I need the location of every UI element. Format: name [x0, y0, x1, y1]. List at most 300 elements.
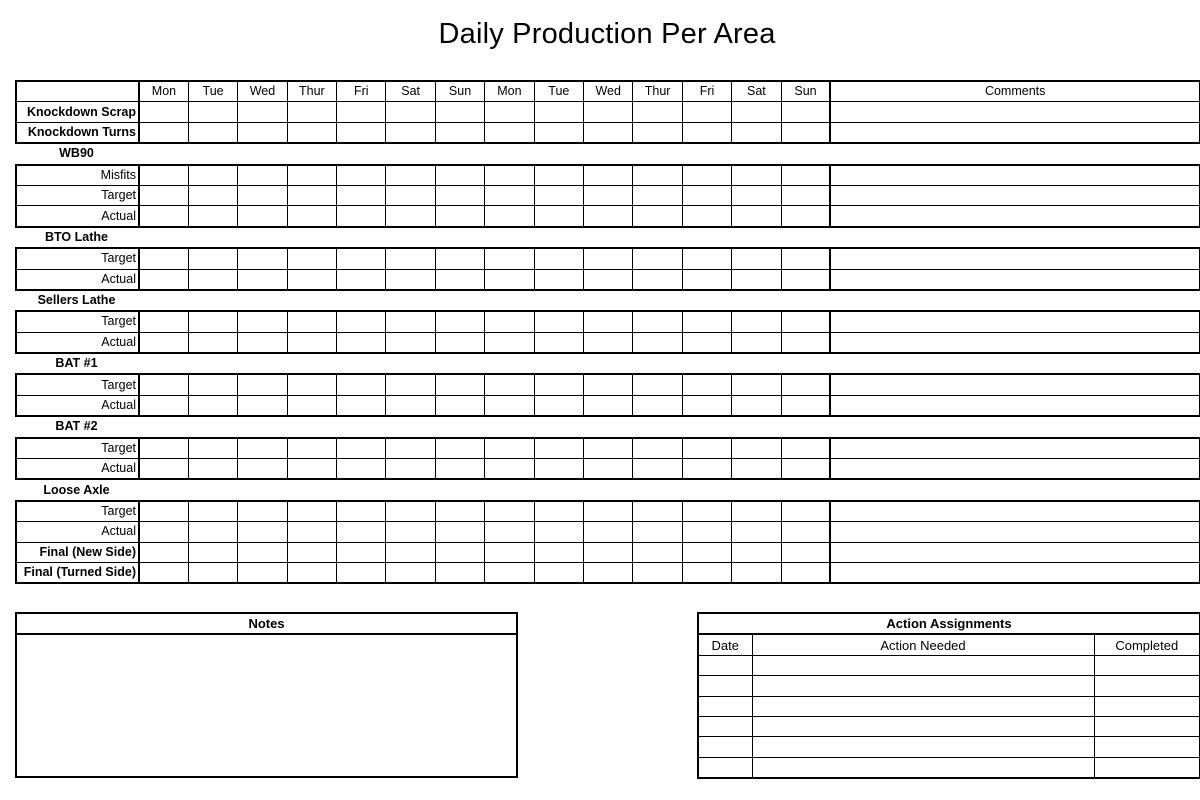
day-entry-cell[interactable]	[238, 522, 287, 542]
day-entry-cell[interactable]	[732, 374, 781, 395]
day-entry-cell[interactable]	[435, 501, 484, 522]
day-entry-cell[interactable]	[287, 374, 336, 395]
day-entry-cell[interactable]	[534, 459, 583, 480]
action-assignments-table	[697, 612, 1200, 779]
day-entry-cell[interactable]	[238, 122, 287, 143]
day-header: Fri	[337, 81, 386, 102]
comment-cell[interactable]	[830, 248, 1199, 269]
day-entry-cell[interactable]	[139, 102, 188, 122]
day-entry-cell[interactable]	[682, 522, 731, 542]
day-entry-cell[interactable]	[139, 248, 188, 269]
day-entry-cell[interactable]	[633, 438, 682, 459]
section-spacer	[139, 479, 1200, 500]
day-entry-cell[interactable]	[732, 332, 781, 353]
day-entry-cell[interactable]	[485, 395, 534, 416]
day-header: Thur	[287, 81, 336, 102]
day-entry-cell[interactable]	[287, 122, 336, 143]
day-entry-cell[interactable]	[781, 269, 830, 290]
comment-cell[interactable]	[830, 102, 1199, 122]
day-entry-cell[interactable]	[287, 185, 336, 205]
action-needed-cell[interactable]	[752, 737, 1094, 757]
day-entry-cell[interactable]	[633, 248, 682, 269]
day-entry-cell[interactable]	[534, 102, 583, 122]
day-entry-cell[interactable]	[435, 542, 484, 562]
day-entry-cell[interactable]	[485, 501, 534, 522]
comment-cell[interactable]	[830, 562, 1199, 583]
day-entry-cell[interactable]	[633, 562, 682, 583]
comment-cell[interactable]	[830, 206, 1199, 227]
day-entry-cell[interactable]	[584, 332, 633, 353]
day-entry-cell[interactable]	[584, 395, 633, 416]
table-row	[16, 562, 1200, 583]
day-entry-cell[interactable]	[781, 311, 830, 332]
day-entry-cell[interactable]	[238, 562, 287, 583]
action-date-cell[interactable]	[698, 757, 752, 778]
day-entry-cell[interactable]	[732, 459, 781, 480]
day-entry-cell[interactable]	[188, 501, 237, 522]
day-entry-cell[interactable]	[633, 395, 682, 416]
day-entry-cell[interactable]	[633, 374, 682, 395]
day-entry-cell[interactable]	[732, 102, 781, 122]
day-entry-cell[interactable]	[287, 501, 336, 522]
day-entry-cell[interactable]	[584, 438, 633, 459]
day-entry-cell[interactable]	[682, 206, 731, 227]
action-needed-column-header: Action Needed	[752, 634, 1094, 655]
day-header: Sun	[781, 81, 830, 102]
row-label: Knockdown Scrap	[16, 102, 139, 122]
day-entry-cell[interactable]	[732, 122, 781, 143]
day-entry-cell[interactable]	[534, 438, 583, 459]
day-entry-cell[interactable]	[781, 102, 830, 122]
day-entry-cell[interactable]	[633, 459, 682, 480]
day-entry-cell[interactable]	[485, 269, 534, 290]
day-entry-cell[interactable]	[287, 102, 336, 122]
day-header: Sat	[732, 81, 781, 102]
day-entry-cell[interactable]	[534, 374, 583, 395]
day-entry-cell[interactable]	[485, 185, 534, 205]
day-entry-cell[interactable]	[781, 206, 830, 227]
day-entry-cell[interactable]	[139, 311, 188, 332]
day-entry-cell[interactable]	[781, 395, 830, 416]
day-entry-cell[interactable]	[485, 332, 534, 353]
action-completed-cell[interactable]	[1094, 737, 1200, 757]
day-entry-cell[interactable]	[337, 122, 386, 143]
day-entry-cell[interactable]	[139, 459, 188, 480]
day-entry-cell[interactable]	[682, 562, 731, 583]
day-entry-cell[interactable]	[139, 122, 188, 143]
day-entry-cell[interactable]	[337, 562, 386, 583]
day-entry-cell[interactable]	[633, 165, 682, 186]
action-completed-cell[interactable]	[1094, 716, 1200, 736]
day-entry-cell[interactable]	[139, 206, 188, 227]
table-row	[16, 206, 1200, 227]
action-completed-cell[interactable]	[1094, 757, 1200, 778]
day-entry-cell[interactable]	[386, 185, 435, 205]
day-entry-cell[interactable]	[435, 522, 484, 542]
day-entry-cell[interactable]	[485, 374, 534, 395]
day-entry-cell[interactable]	[188, 542, 237, 562]
day-entry-cell[interactable]	[584, 102, 633, 122]
day-entry-cell[interactable]	[485, 122, 534, 143]
day-header: Sat	[386, 81, 435, 102]
day-entry-cell[interactable]	[386, 165, 435, 186]
day-entry-cell[interactable]	[534, 269, 583, 290]
day-entry-cell[interactable]	[584, 374, 633, 395]
day-entry-cell[interactable]	[682, 122, 731, 143]
day-entry-cell[interactable]	[386, 311, 435, 332]
day-entry-cell[interactable]	[337, 102, 386, 122]
day-entry-cell[interactable]	[386, 501, 435, 522]
day-entry-cell[interactable]	[337, 248, 386, 269]
day-entry-cell[interactable]	[781, 522, 830, 542]
day-entry-cell[interactable]	[139, 269, 188, 290]
day-entry-cell[interactable]	[534, 562, 583, 583]
day-entry-cell[interactable]	[534, 206, 583, 227]
day-entry-cell[interactable]	[435, 122, 484, 143]
day-entry-cell[interactable]	[386, 102, 435, 122]
day-entry-cell[interactable]	[188, 395, 237, 416]
notes-area[interactable]	[17, 635, 516, 776]
day-header: Sun	[435, 81, 484, 102]
day-entry-cell[interactable]	[732, 501, 781, 522]
day-entry-cell[interactable]	[188, 374, 237, 395]
day-entry-cell[interactable]	[732, 165, 781, 186]
table-row	[16, 248, 1200, 269]
day-entry-cell[interactable]	[732, 311, 781, 332]
day-entry-cell[interactable]	[781, 248, 830, 269]
day-entry-cell[interactable]	[287, 395, 336, 416]
day-entry-cell[interactable]	[287, 459, 336, 480]
day-entry-cell[interactable]	[732, 248, 781, 269]
day-entry-cell[interactable]	[781, 165, 830, 186]
day-entry-cell[interactable]	[435, 185, 484, 205]
day-entry-cell[interactable]	[633, 269, 682, 290]
action-columns-row	[698, 634, 1200, 655]
day-entry-cell[interactable]	[682, 248, 731, 269]
day-entry-cell[interactable]	[238, 542, 287, 562]
day-entry-cell[interactable]	[584, 459, 633, 480]
day-entry-cell[interactable]	[238, 185, 287, 205]
day-entry-cell[interactable]	[287, 206, 336, 227]
day-entry-cell[interactable]	[781, 332, 830, 353]
action-date-cell[interactable]	[698, 655, 752, 675]
day-entry-cell[interactable]	[633, 206, 682, 227]
day-entry-cell[interactable]	[534, 122, 583, 143]
day-entry-cell[interactable]	[386, 522, 435, 542]
day-entry-cell[interactable]	[781, 562, 830, 583]
day-entry-cell[interactable]	[435, 332, 484, 353]
day-entry-cell[interactable]	[633, 501, 682, 522]
day-entry-cell[interactable]	[287, 269, 336, 290]
comment-cell[interactable]	[830, 185, 1199, 205]
day-entry-cell[interactable]	[732, 206, 781, 227]
day-entry-cell[interactable]	[534, 542, 583, 562]
comment-cell[interactable]	[830, 438, 1199, 459]
comment-cell[interactable]	[830, 522, 1199, 542]
day-entry-cell[interactable]	[337, 438, 386, 459]
day-entry-cell[interactable]	[287, 165, 336, 186]
day-entry-cell[interactable]	[139, 374, 188, 395]
table-row	[16, 165, 1200, 186]
day-entry-cell[interactable]	[238, 206, 287, 227]
day-entry-cell[interactable]	[238, 311, 287, 332]
day-entry-cell[interactable]	[781, 459, 830, 480]
day-entry-cell[interactable]	[238, 332, 287, 353]
day-entry-cell[interactable]	[435, 248, 484, 269]
day-entry-cell[interactable]	[139, 438, 188, 459]
row-label: Misfits	[16, 165, 139, 186]
day-entry-cell[interactable]	[188, 311, 237, 332]
comment-cell[interactable]	[830, 459, 1199, 480]
action-needed-cell[interactable]	[752, 676, 1094, 696]
day-entry-cell[interactable]	[781, 501, 830, 522]
day-entry-cell[interactable]	[386, 206, 435, 227]
row-label: Actual	[16, 395, 139, 416]
day-entry-cell[interactable]	[781, 374, 830, 395]
day-entry-cell[interactable]	[534, 248, 583, 269]
day-entry-cell[interactable]	[188, 459, 237, 480]
day-entry-cell[interactable]	[584, 522, 633, 542]
day-entry-cell[interactable]	[386, 542, 435, 562]
day-entry-cell[interactable]	[337, 269, 386, 290]
day-entry-cell[interactable]	[435, 311, 484, 332]
day-entry-cell[interactable]	[386, 332, 435, 353]
action-date-cell[interactable]	[698, 737, 752, 757]
day-entry-cell[interactable]	[238, 248, 287, 269]
day-entry-cell[interactable]	[485, 248, 534, 269]
day-entry-cell[interactable]	[732, 269, 781, 290]
day-entry-cell[interactable]	[386, 562, 435, 583]
day-entry-cell[interactable]	[485, 165, 534, 186]
day-entry-cell[interactable]	[633, 311, 682, 332]
day-entry-cell[interactable]	[337, 501, 386, 522]
day-entry-cell[interactable]	[732, 395, 781, 416]
day-entry-cell[interactable]	[682, 542, 731, 562]
day-entry-cell[interactable]	[139, 185, 188, 205]
action-date-cell[interactable]	[698, 676, 752, 696]
day-entry-cell[interactable]	[386, 438, 435, 459]
day-entry-cell[interactable]	[732, 562, 781, 583]
comment-cell[interactable]	[830, 501, 1199, 522]
day-entry-cell[interactable]	[188, 248, 237, 269]
day-entry-cell[interactable]	[386, 459, 435, 480]
row-label: Final (Turned Side)	[16, 562, 139, 583]
action-date-cell[interactable]	[698, 696, 752, 716]
day-entry-cell[interactable]	[139, 501, 188, 522]
day-entry-cell[interactable]	[386, 395, 435, 416]
day-entry-cell[interactable]	[682, 269, 731, 290]
day-entry-cell[interactable]	[534, 165, 583, 186]
row-label: Knockdown Turns	[16, 122, 139, 143]
day-entry-cell[interactable]	[188, 438, 237, 459]
day-entry-cell[interactable]	[633, 185, 682, 205]
day-entry-cell[interactable]	[386, 269, 435, 290]
day-entry-cell[interactable]	[188, 206, 237, 227]
day-entry-cell[interactable]	[781, 542, 830, 562]
day-entry-cell[interactable]	[485, 459, 534, 480]
date-column-header: Date	[698, 634, 752, 655]
day-entry-cell[interactable]	[287, 542, 336, 562]
day-entry-cell[interactable]	[287, 332, 336, 353]
comment-cell[interactable]	[830, 311, 1199, 332]
day-entry-cell[interactable]	[337, 206, 386, 227]
comment-cell[interactable]	[830, 374, 1199, 395]
day-entry-cell[interactable]	[435, 562, 484, 583]
day-entry-cell[interactable]	[139, 542, 188, 562]
day-entry-cell[interactable]	[287, 311, 336, 332]
action-date-cell[interactable]	[698, 716, 752, 736]
section-label: WB90	[16, 143, 139, 164]
day-entry-cell[interactable]	[633, 122, 682, 143]
day-entry-cell[interactable]	[337, 332, 386, 353]
day-entry-cell[interactable]	[139, 562, 188, 583]
day-entry-cell[interactable]	[534, 501, 583, 522]
day-entry-cell[interactable]	[584, 311, 633, 332]
day-entry-cell[interactable]	[584, 248, 633, 269]
day-entry-cell[interactable]	[584, 185, 633, 205]
day-entry-cell[interactable]	[485, 542, 534, 562]
day-entry-cell[interactable]	[139, 522, 188, 542]
day-entry-cell[interactable]	[287, 522, 336, 542]
day-entry-cell[interactable]	[188, 165, 237, 186]
action-needed-cell[interactable]	[752, 716, 1094, 736]
day-entry-cell[interactable]	[633, 522, 682, 542]
action-needed-cell[interactable]	[752, 655, 1094, 675]
day-entry-cell[interactable]	[287, 248, 336, 269]
day-entry-cell[interactable]	[584, 501, 633, 522]
day-entry-cell[interactable]	[386, 374, 435, 395]
day-entry-cell[interactable]	[188, 332, 237, 353]
day-entry-cell[interactable]	[188, 185, 237, 205]
day-entry-cell[interactable]	[139, 332, 188, 353]
day-entry-cell[interactable]	[633, 542, 682, 562]
action-needed-cell[interactable]	[752, 696, 1094, 716]
day-entry-cell[interactable]	[238, 374, 287, 395]
day-entry-cell[interactable]	[534, 311, 583, 332]
day-entry-cell[interactable]	[584, 165, 633, 186]
day-entry-cell[interactable]	[682, 501, 731, 522]
day-entry-cell[interactable]	[337, 185, 386, 205]
day-entry-cell[interactable]	[781, 122, 830, 143]
day-entry-cell[interactable]	[534, 185, 583, 205]
day-entry-cell[interactable]	[337, 311, 386, 332]
table-row	[16, 395, 1200, 416]
day-entry-cell[interactable]	[682, 311, 731, 332]
day-entry-cell[interactable]	[732, 522, 781, 542]
day-entry-cell[interactable]	[238, 395, 287, 416]
day-entry-cell[interactable]	[337, 522, 386, 542]
day-entry-cell[interactable]	[682, 438, 731, 459]
day-entry-cell[interactable]	[435, 165, 484, 186]
day-entry-cell[interactable]	[435, 102, 484, 122]
day-entry-cell[interactable]	[238, 438, 287, 459]
day-entry-cell[interactable]	[287, 438, 336, 459]
day-entry-cell[interactable]	[337, 165, 386, 186]
day-entry-cell[interactable]	[188, 102, 237, 122]
day-entry-cell[interactable]	[485, 206, 534, 227]
section-label: Loose Axle	[16, 479, 139, 500]
day-entry-cell[interactable]	[485, 102, 534, 122]
day-entry-cell[interactable]	[238, 459, 287, 480]
action-completed-cell[interactable]	[1094, 676, 1200, 696]
action-completed-cell[interactable]	[1094, 696, 1200, 716]
comment-cell[interactable]	[830, 122, 1199, 143]
action-assignments-title: Action Assignments	[698, 613, 1200, 634]
comment-cell[interactable]	[830, 165, 1199, 186]
table-row	[16, 122, 1200, 143]
day-entry-cell[interactable]	[337, 459, 386, 480]
day-entry-cell[interactable]	[386, 122, 435, 143]
day-entry-cell[interactable]	[337, 374, 386, 395]
action-needed-cell[interactable]	[752, 757, 1094, 778]
day-entry-cell[interactable]	[435, 395, 484, 416]
day-entry-cell[interactable]	[188, 562, 237, 583]
day-entry-cell[interactable]	[682, 332, 731, 353]
day-entry-cell[interactable]	[435, 459, 484, 480]
day-entry-cell[interactable]	[633, 102, 682, 122]
day-entry-cell[interactable]	[139, 395, 188, 416]
day-entry-cell[interactable]	[781, 438, 830, 459]
day-entry-cell[interactable]	[682, 374, 731, 395]
section-spacer	[139, 416, 1200, 437]
day-entry-cell[interactable]	[732, 438, 781, 459]
day-entry-cell[interactable]	[682, 395, 731, 416]
comment-cell[interactable]	[830, 395, 1199, 416]
day-entry-cell[interactable]	[682, 459, 731, 480]
day-entry-cell[interactable]	[238, 165, 287, 186]
day-entry-cell[interactable]	[682, 102, 731, 122]
day-entry-cell[interactable]	[584, 122, 633, 143]
day-entry-cell[interactable]	[435, 206, 484, 227]
day-entry-cell[interactable]	[781, 185, 830, 205]
day-entry-cell[interactable]	[682, 185, 731, 205]
day-entry-cell[interactable]	[584, 562, 633, 583]
day-entry-cell[interactable]	[534, 395, 583, 416]
day-entry-cell[interactable]	[287, 562, 336, 583]
comment-cell[interactable]	[830, 332, 1199, 353]
day-entry-cell[interactable]	[633, 332, 682, 353]
day-entry-cell[interactable]	[584, 269, 633, 290]
day-entry-cell[interactable]	[188, 522, 237, 542]
day-entry-cell[interactable]	[584, 542, 633, 562]
day-entry-cell[interactable]	[584, 206, 633, 227]
day-entry-cell[interactable]	[337, 542, 386, 562]
day-entry-cell[interactable]	[485, 522, 534, 542]
day-entry-cell[interactable]	[435, 438, 484, 459]
day-entry-cell[interactable]	[435, 374, 484, 395]
day-entry-cell[interactable]	[435, 269, 484, 290]
comment-cell[interactable]	[830, 269, 1199, 290]
day-entry-cell[interactable]	[732, 185, 781, 205]
action-completed-cell[interactable]	[1094, 655, 1200, 675]
day-entry-cell[interactable]	[732, 542, 781, 562]
day-entry-cell[interactable]	[682, 165, 731, 186]
day-entry-cell[interactable]	[188, 269, 237, 290]
comment-cell[interactable]	[830, 542, 1199, 562]
day-entry-cell[interactable]	[534, 332, 583, 353]
day-entry-cell[interactable]	[188, 122, 237, 143]
day-entry-cell[interactable]	[534, 522, 583, 542]
day-entry-cell[interactable]	[238, 102, 287, 122]
day-entry-cell[interactable]	[139, 165, 188, 186]
day-entry-cell[interactable]	[337, 395, 386, 416]
day-entry-cell[interactable]	[485, 311, 534, 332]
day-entry-cell[interactable]	[386, 248, 435, 269]
day-entry-cell[interactable]	[238, 501, 287, 522]
day-entry-cell[interactable]	[485, 438, 534, 459]
day-entry-cell[interactable]	[238, 269, 287, 290]
day-entry-cell[interactable]	[485, 562, 534, 583]
